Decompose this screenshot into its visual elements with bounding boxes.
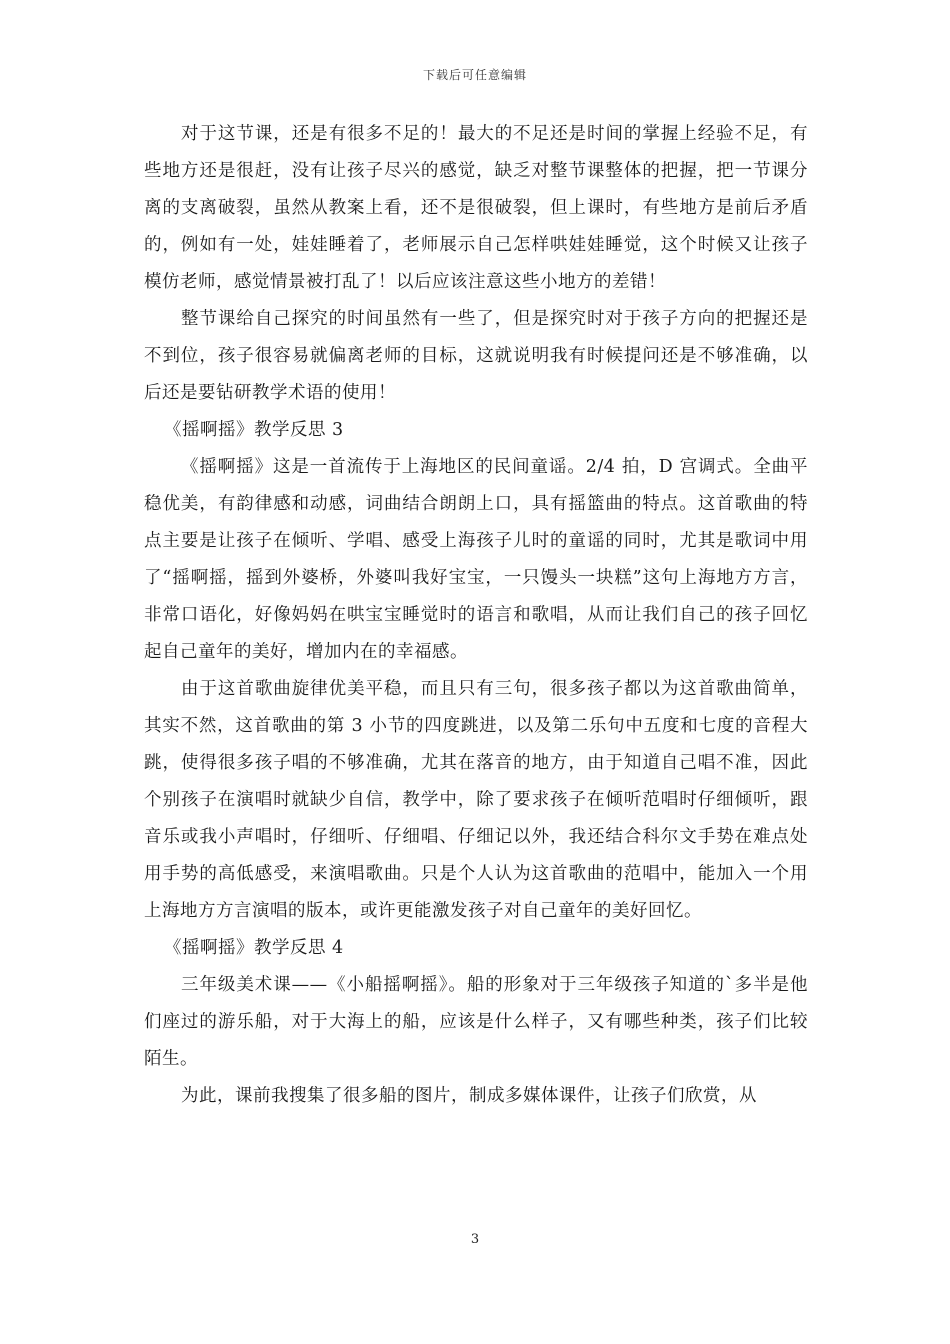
paragraph-6: 为此，课前我搜集了很多船的图片，制成多媒体课件，让孩子们欣赏，从 (181, 1086, 757, 1106)
document-body (144, 116, 808, 1115)
page-header: 下载后可任意编辑 (422, 68, 527, 82)
section-heading-4: 《摇啊摇》教学反思 4 (164, 938, 344, 958)
paragraph-3: 《摇啊摇》这是一首流传于上海地区的民间童谣。2/4 拍，D 宫调式。全曲平稳优美，有韵律感和动感，词曲结合朗朗上口，具有摇篮曲的特点。这首歌曲的特点主要是让孩子在倾听、学唱、感受上海孩子儿时的童谣的同时，尤其是歌词中用了“摇啊摇，摇到外婆桥，外婆叫我好宝宝，一只馒头一块糕”这句上海地方方言，非常口语化，好像妈妈在哄宝宝睡觉时的语言和歌唱，从而让我们自己的孩子回忆起自己童年的美好，增加内在的幸福感。 (144, 457, 808, 662)
paragraph-2: 整节课给自己探究的时间虽然有一些了，但是探究时对于孩子方向的把握还是不到位，孩子很容易就偏离老师的目标，这就说明我有时候提问还是不够准确，以后还是要钻研教学术语的使用！ (144, 309, 808, 403)
paragraph-1: 对于这节课，还是有很多不足的！最大的不足还是时间的掌握上经验不足，有些地方还是很赶，没有让孩子尽兴的感觉，缺乏对整节课整体的把握，把一节课分离的支离破裂，虽然从教案上看，还不是很破裂，但上课时，有些地方是前后矛盾的，例如有一处，娃娃睡着了，老师展示自己怎样哄娃娃睡觉，这个时候又让孩子模仿老师，感觉情景被打乱了！以后应该注意这些小地方的差错！ (144, 124, 808, 292)
paragraph-4: 由于这首歌曲旋律优美平稳，而且只有三句，很多孩子都以为这首歌曲简单，其实不然，这首歌曲的第 3 小节的四度跳进，以及第二乐句中五度和七度的音程大跳，使得很多孩子唱的不够准确，尤其在落音的地方，由于知道自己唱不准，因此个别孩子在演唱时就缺少自信，教学中，除了要求孩子在倾听范唱时仔细倾听，跟音乐或我小声唱时，仔细听、仔细唱、仔细记以外，我还结合科尔文手势在难点处用手势的高低感受，来演唱歌曲。只是个人认为这首歌曲的范唱中，能加入一个用上海地方方言演唱的版本，或许更能激发孩子对自己童年的美好回忆。 (144, 679, 808, 921)
section-heading-3: 《摇啊摇》教学反思 3 (164, 420, 344, 440)
page-number: 3 (470, 1232, 480, 1247)
paragraph-5: 三年级美术课——《小船摇啊摇》。船的形象对于三年级孩子知道的`多半是他们座过的游乐船，对于大海上的船，应该是什么样子，又有哪些种类，孩子们比较陌生。 (144, 975, 808, 1069)
